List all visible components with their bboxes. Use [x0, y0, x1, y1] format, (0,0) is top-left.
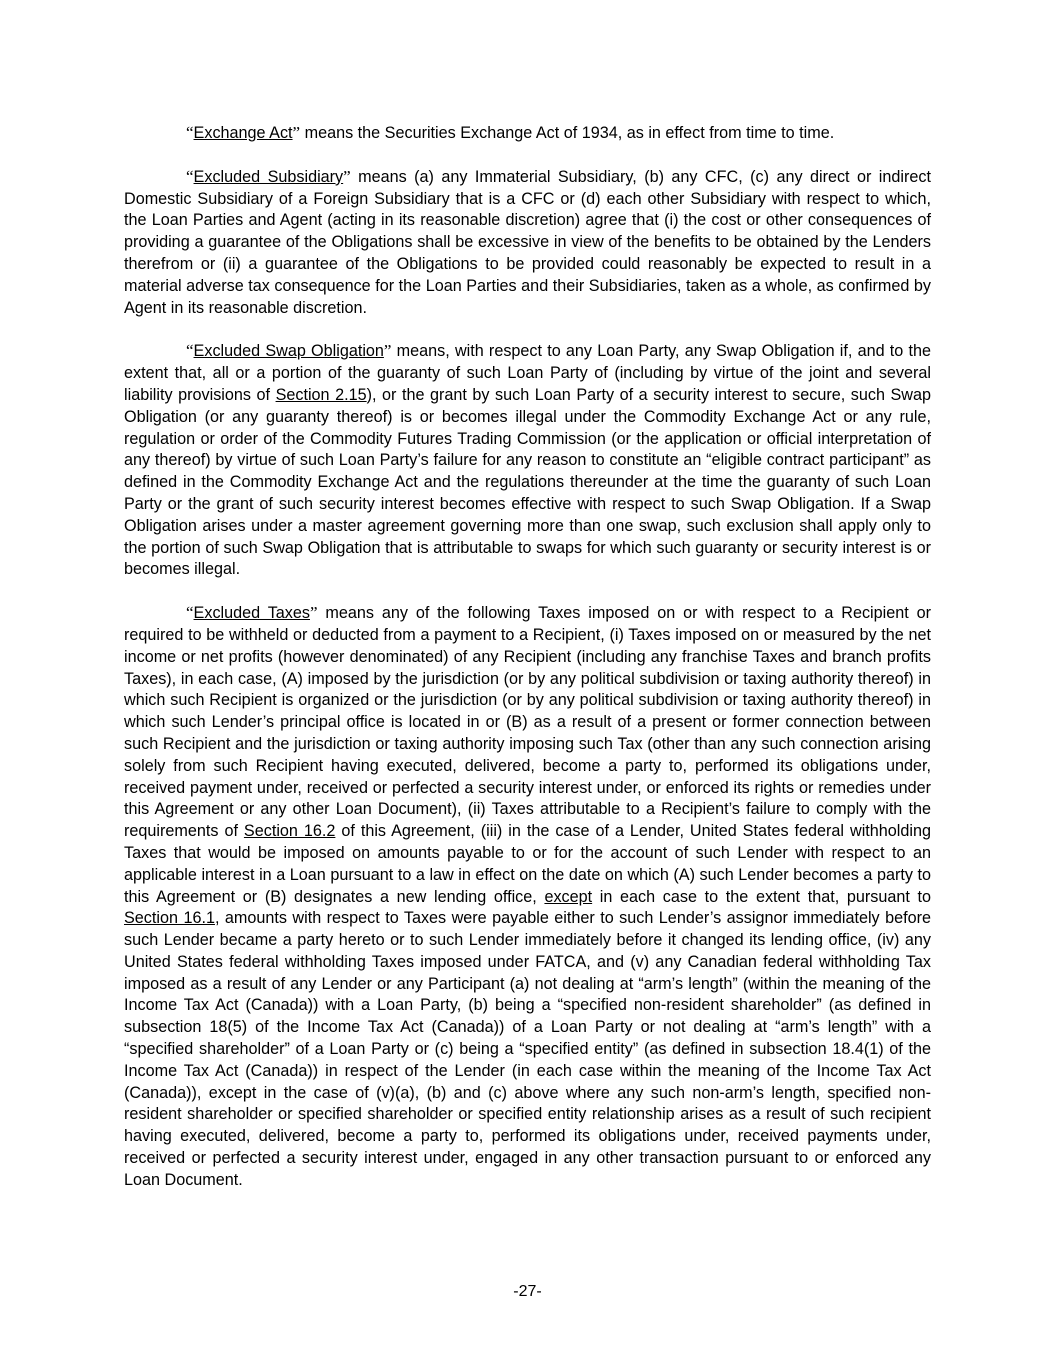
- definition-excluded-taxes: [124, 602, 931, 1192]
- definition-text: means (a) any Immaterial Subsidiary, (b) any CFC, (c) any direct or indirect Domestic Subsidiary of a Foreign Subsidiary that is a CFC or (d) each other Subsidiary with respect to which, the Loan Parties and Agent (acting in its reasonable discretion) agree that (i) the cost or other consequences of providing a guarantee of the Obligations shall be excessive in view of the benefits to be obtained by the Lenders therefrom or (ii) a guarantee of the Obligations to be provided could reasonably be expected to result in a material adverse tax consequence for the Loan Parties and their Subsidiaries, taken as a whole, as confirmed by Agent in its reasonable discretion.: [124, 167, 931, 317]
- page-number: -27-: [513, 1283, 542, 1300]
- open-quote: “: [186, 123, 194, 142]
- close-quote: ”: [292, 123, 301, 142]
- defined-term: Excluded Swap Obligation: [193, 342, 384, 361]
- definition-text: in each case to the extent that, pursuant to: [592, 887, 932, 906]
- definition-text: of this Agreement, (iii) in the case of a Lender, United States federal withholding Taxes that would be imposed on amounts payable to or for the account of such Lender with respect to an applicable interest in a Loan pursuant to a law in effect on the date on which (A) such Lender becomes a party to this Agreement or (B) designates a new lending office,: [124, 822, 931, 906]
- definition-text: means, with respect to any Loan Party, any Swap Obligation if, and to the extent that, all or a portion of the guaranty of such Loan Party of (including by virtue of the joint and several liability provisions of: [124, 342, 931, 404]
- defined-term: Excluded Subsidiary: [193, 167, 344, 186]
- close-quote: ”: [383, 341, 392, 361]
- definition-excluded-swap-obligation: [124, 340, 931, 581]
- defined-term: Excluded Taxes: [193, 604, 310, 623]
- section-reference: Section 16.1: [124, 909, 215, 928]
- definition-text: , amounts with respect to Taxes were payable either to such Lender’s assignor immediately before such Lender became a party hereto or to such Lender immediately before it changed its lending office, (iv) any United States federal withholding Taxes imposed under FATCA, and (v) any Canadian federal withholding Tax imposed as a result of any Lender or any Participant (a) not dealing at “arm’s length” (within the meaning of the Income Tax Act (Canada)) with a Loan Party, (b) being a “specified non-resident shareholder” (as defined in subsection 18(5) of the Income Tax Act (Canada)) of a Loan Party or not dealing at “arm’s length” with a “specified shareholder” of a Loan Party or (c) being a “specified entity” (as defined in subsection 18.4(1) of the Income Tax Act (Canada)) in respect of the Lender (in each case within the meaning of the Income Tax Act (Canada)), except in the case of (v)(a), (b) and (c) above where any such non-arm’s length, specified non-resident shareholder or specified shareholder or specified entity relationship arises as a result of such recipient having executed, delivered, become a party to, performed its obligations under, received payments under, received or perfected a security interest under, engaged in any other transaction pursuant to or enforced any Loan Document.: [124, 909, 931, 1189]
- except-word: except: [544, 887, 593, 906]
- definition-excluded-subsidiary: [124, 166, 931, 320]
- close-quote: ”: [343, 166, 351, 186]
- definition-text: means any of the following Taxes imposed on or with respect to a Recipient or required to be withheld or deducted from a payment to a Recipient, (i) Taxes imposed on or measured by the net income or net profits (however denominated) of any Recipient (including any franchise Taxes and branch profits Taxes), in each case, (A) imposed by the jurisdiction (or by any political subdivision or taxing authority thereof) in which such Recipient is organized or the jurisdiction (or by any political subdivision or taxing authority thereof) in which such Lender’s principal office is located in or (B) as a result of a present or former connection between such Recipient and the jurisdiction or taxing authority imposing such Tax (other than any such connection arising solely from such Recipient having executed, delivered, become a party to, performed its obligations under, received payment under, received or perfected a security interest under, or enforced its rights or remedies under this Agreement or any other Loan Document), (ii) Taxes attributable to a Recipient’s failure to comply with the requirements of: [124, 604, 931, 841]
- definition-exchange-act: [124, 122, 931, 145]
- section-reference: Section 16.2: [243, 822, 336, 841]
- open-quote: “: [186, 341, 194, 361]
- section-reference: Section 2.15: [275, 385, 367, 404]
- definition-text: ), or the grant by such Loan Party of a security interest to secure, such Swap Obligation (or any guaranty thereof) is or becomes illegal under the Commodity Exchange Act or any rule, regulation or order of the Commodity Futures Trading Commission (or the application or official interpretation of any thereof) by virtue of such Loan Party’s failure for any reason to constitute an “eligible contract participant” as defined in the Commodity Exchange Act and the regulations thereunder at the time the guaranty of such Loan Party or the grant of such security interest becomes effective with respect to such Swap Obligation. If a Swap Obligation arises under a master agreement governing more than one swap, such exclusion shall apply only to the portion of such Swap Obligation that is attributable to swaps for which such guaranty or security interest is or becomes illegal.: [124, 385, 932, 579]
- document-page: [124, 122, 931, 1213]
- open-quote: “: [186, 166, 194, 186]
- defined-term: Exchange Act: [193, 124, 293, 142]
- close-quote: ”: [310, 603, 318, 623]
- definition-text: means the Securities Exchange Act of 1934, as in effect from time to time.: [300, 124, 835, 142]
- open-quote: “: [186, 603, 194, 623]
